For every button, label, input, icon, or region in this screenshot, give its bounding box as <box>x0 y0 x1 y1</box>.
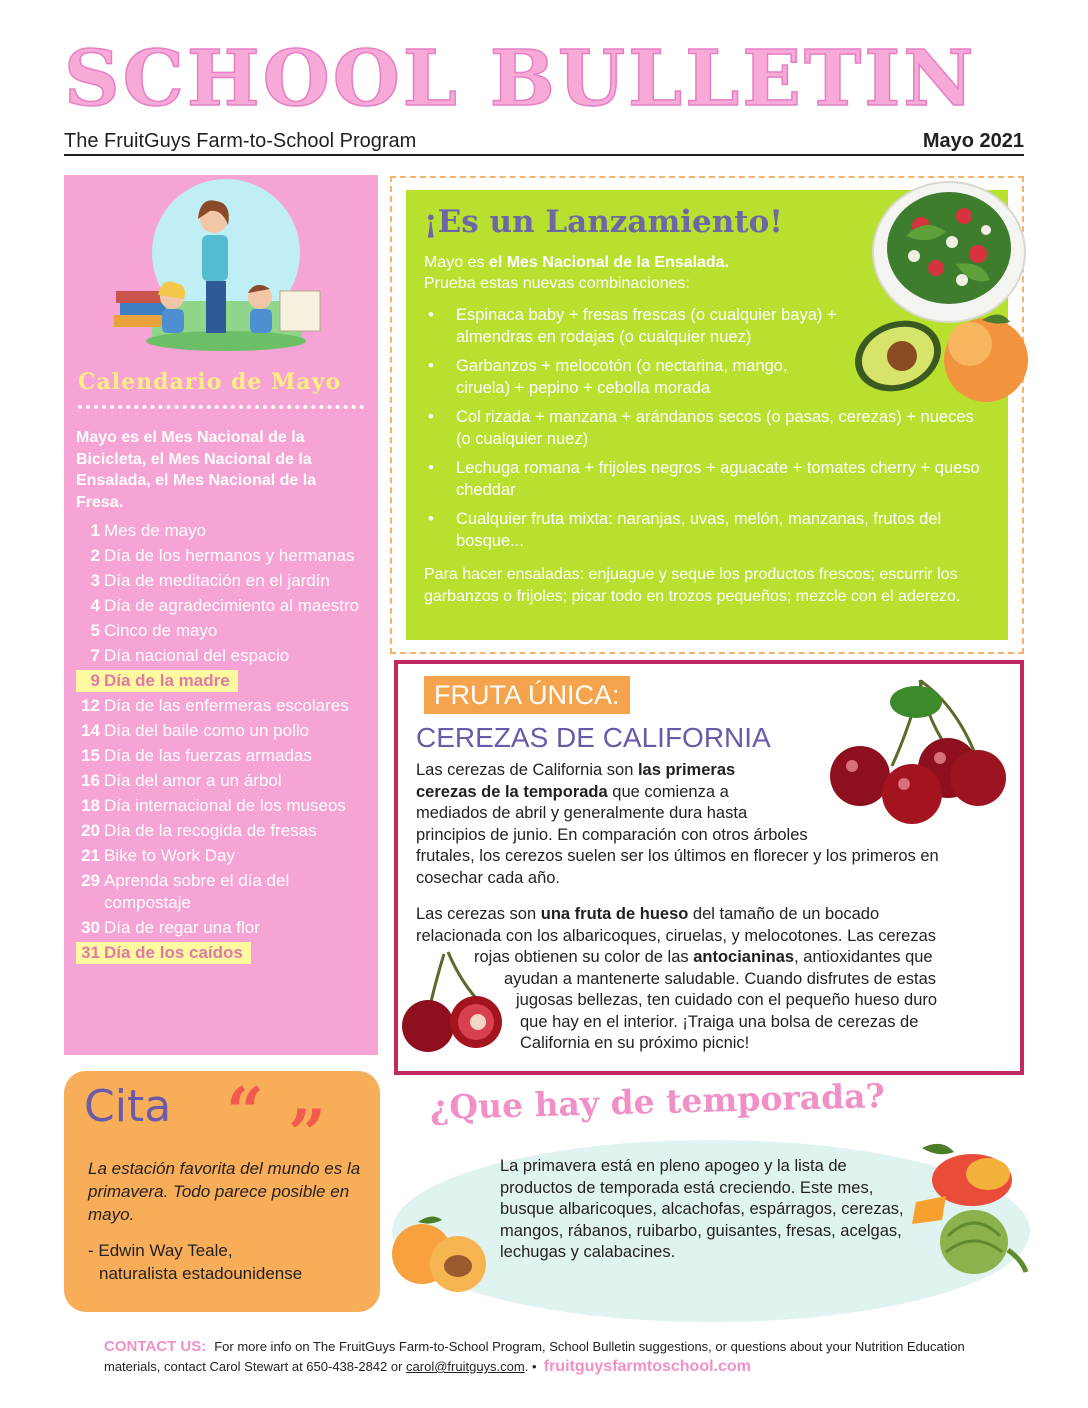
quote-panel <box>64 1071 380 1312</box>
list-item-highlighted: 31 Día de los caídos <box>76 942 372 964</box>
calendar-panel <box>64 175 378 1055</box>
list-item: • Lechuga romana + frijoles negros + aguacate + tomates cherry + queso cheddar <box>424 457 984 501</box>
calendar-intro: Mayo es el Mes Nacional de la Bicicleta, el Mes Nacional de la Ensalada, el Mes Nacional de la Fresa. <box>76 429 317 511</box>
quote-title: Cita <box>84 1081 172 1132</box>
featured-fruit-heading: CEREZAS DE CALIFORNIA <box>416 722 771 753</box>
open-quote-icon: “ <box>226 1073 258 1151</box>
subheader <box>64 128 1024 156</box>
contact-footer: CONTACT US: For more info on The FruitGuys Farm-to-School Program, School Bulletin suggestions, or questions about your Nutrition Education materials, contact Carol Stewart at 650-438-2842 or carol@fruitguys.com. • fruitguysfarmtoschool.com <box>104 1338 965 1375</box>
list-item: 5 Cinco de mayo <box>90 621 218 640</box>
salad-title: ¡Es un Lanzamiento! <box>424 204 783 240</box>
seasonal-title: ¿Que hay de temporada? <box>429 1076 886 1127</box>
fruit-paragraph-1: Las cerezas de California son las primeras cerezas de la temporada que comienza a mediados de abril y generalmente dura hasta principios de junio. En comparación con otros árboles frutales, los cerezos suelen ser los últimos en florecer y los primeros en cosechar cada año. <box>416 761 939 887</box>
issue-date: Mayo 2021 <box>922 130 1024 152</box>
list-item: 2 Día de los hermanos y hermanas <box>90 546 355 565</box>
dotted-divider <box>78 405 364 409</box>
list-item: 1 Mes de mayo <box>90 521 207 540</box>
list-item: 30 Día de regar una flor <box>81 918 260 937</box>
list-item: 15 Día de las fuerzas armadas <box>81 746 312 765</box>
list-item: 14 Día del baile como un pollo <box>81 721 310 740</box>
contact-label: CONTACT US: <box>104 1338 207 1355</box>
quote-author: - Edwin Way Teale, naturalista estadounidense <box>88 1241 303 1283</box>
list-item: 29 Aprenda sobre el día del compostaje <box>81 871 290 912</box>
fruit-paragraph-2: Las cerezas son una fruta de hueso del tamaño de un bocado relacionada con los albaricoques, ciruelas, y melocotones. Las cerezas rojas obtienen su color de las antocianinas, antioxidantes que ayudan a mantenerte saludable. Cuando disfrutes de estas jugosas bellezas, ten cuidado con el pequeño hueso duro que hay en el interior. ¡Traiga una bolsa de cerezas de California en su próximo picnic! <box>416 905 938 1052</box>
cherries-image <box>826 676 1012 826</box>
masthead <box>64 36 1024 122</box>
list-item: 20 Día de la recogida de fresas <box>81 821 317 840</box>
list-item: 18 Día internacional de los museos <box>81 796 346 815</box>
list-item: 21 Bike to Work Day <box>81 846 236 865</box>
list-item: • Cualquier fruta mixta: naranjas, uvas, melón, manzanas, frutos del bosque... <box>424 508 984 552</box>
seasonal-text: La primavera está en pleno apogeo y la lista de productos de temporada está creciendo. Este mes, busque albaricoques, alcachofas, espárragos, cerezas, mangos, rábanos, ruibarbo, guisantes, fresas, acelgas, lechugas y calabacines. <box>500 1157 904 1261</box>
salad-intro: Mayo es el Mes Nacional de la Ensalada. Prueba estas nuevas combinaciones: <box>424 254 730 292</box>
list-item: • Col rizada + manzana + arándanos secos (o pasas, cerezas) + nueces (o cualquier nuez) <box>424 406 984 450</box>
list-item: 16 Día del amor a un árbol <box>81 771 282 790</box>
website-link[interactable]: fruitguysfarmtoschool.com <box>543 1358 751 1375</box>
program-name: The FruitGuys Farm-to-School Program <box>64 130 417 152</box>
calendar-list <box>76 520 372 967</box>
list-item: 3 Día de meditación en el jardín <box>90 571 330 590</box>
list-item: • Espinaca baby + fresas frescas (o cualquier baya) + almendras en rodajas (o cualquier nuez) <box>424 304 864 348</box>
mango-artichoke-image <box>902 1140 1030 1282</box>
close-quote-icon: ” <box>288 1095 320 1173</box>
quote-text: La estación favorita del mundo es la primavera. Todo parece posible en mayo. <box>88 1159 361 1224</box>
list-item: 12 Día de las enfermeras escolares <box>81 696 349 715</box>
cherry-halves-image <box>400 950 504 1058</box>
apricot-image <box>388 1210 490 1298</box>
avocado-peach-image <box>850 304 1030 408</box>
list-item-highlighted: 9 Día de la madre <box>76 670 372 692</box>
list-item: 4 Día de agradecimiento al maestro <box>90 596 360 615</box>
bulletin-title: SCHOOL BULLETIN <box>64 34 977 124</box>
salad-tip: Para hacer ensaladas: enjuague y seque los productos frescos; escurrir los garbanzos o frijoles; picar todo en trozos pequeños; mezcle con el aderezo. <box>424 566 961 605</box>
featured-fruit-tag: FRUTA ÚNICA: <box>424 676 630 714</box>
list-item: • Garbanzos + melocotón (o nectarina, mango, ciruela) + pepino + cebolla morada <box>424 355 844 399</box>
calendar-title: Calendario de Mayo <box>78 369 342 395</box>
email-link[interactable]: carol@fruitguys.com <box>406 1359 525 1374</box>
teacher-students-illustration <box>110 179 332 357</box>
list-item: 7 Día nacional del espacio <box>90 646 290 665</box>
